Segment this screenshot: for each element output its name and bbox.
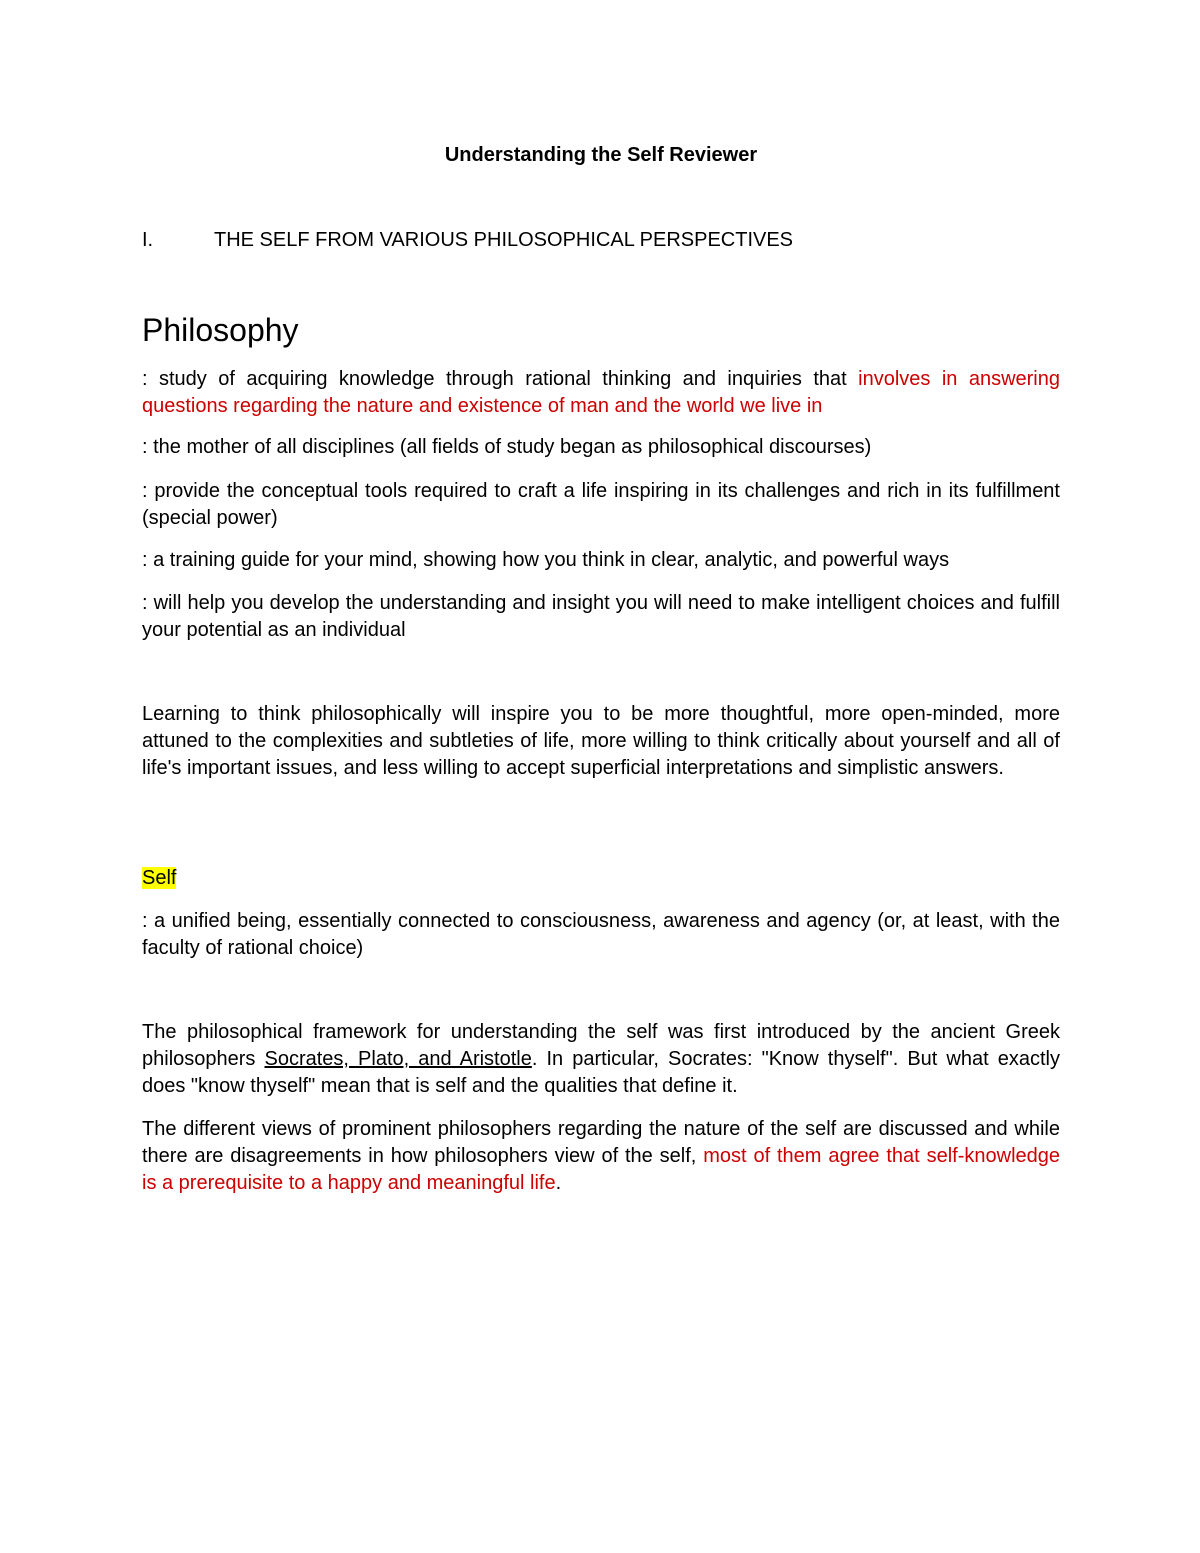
views-text: The different views of prominent philosophers regarding the nature of the self are discussed and while there are disagreements in how philosophers view of the self, (142, 1118, 1060, 1167)
learning-paragraph: Learning to think philosophically will inspire you to be more thoughtful, more open-minded, more attuned to the complexities and subtleties of life, more willing to think critically about yourself and all of life's important issues, and less willing to accept superficial interpretations and simplistic answers. (142, 703, 1060, 779)
philosophy-definition-1 (142, 366, 1060, 420)
philosophy-definition-4: : a training guide for your mind, showing how you think in clear, analytic, and powerful ways (142, 549, 950, 571)
emphasized-text: involves in answering questions regarding the nature and existence of man and the world we live in (142, 368, 1060, 417)
philosophy-definition-5: : will help you develop the understanding and insight you will need to make intelligent choices and fulfill your potential as an individual (142, 592, 1060, 641)
views-text-end: . (555, 1172, 562, 1194)
emphasized-text: most of them agree that self-knowledge is a prerequisite to a happy and meaningful life (142, 1145, 1060, 1194)
philosophy-heading: Philosophy (142, 312, 299, 348)
philosophy-definition-2: : the mother of all disciplines (all fields of study began as philosophical discourses) (142, 436, 872, 458)
self-definition: : a unified being, essentially connected to consciousness, awareness and agency (or, at least, with the faculty of rational choice) (142, 910, 1060, 959)
philosophy-definition-3: : provide the conceptual tools required to craft a life inspiring in its challenges and rich in its fulfillment (special power) (142, 480, 1060, 529)
highlighted-heading: Self (142, 867, 177, 889)
views-paragraph (142, 1116, 1060, 1197)
definition-text: : study of acquiring knowledge through rational thinking and inquiries that (142, 368, 859, 390)
section-heading (142, 227, 1060, 254)
philosophers-names: Socrates, Plato, and Aristotle (264, 1048, 532, 1070)
section-number: I. (142, 229, 154, 251)
framework-text-after: . In particular, Socrates: "Know thyself". But what exactly does "know thyself" mean that is self and the qualities that define it. (142, 1048, 1060, 1097)
framework-text-before: The philosophical framework for understanding the self was first introduced by the ancient Greek philosophers (142, 1021, 1060, 1070)
section-title: THE SELF FROM VARIOUS PHILOSOPHICAL PERSPECTIVES (214, 229, 794, 251)
self-heading (142, 865, 1060, 892)
document-title: Understanding the Self Reviewer (444, 144, 758, 166)
framework-paragraph (142, 1019, 1060, 1100)
